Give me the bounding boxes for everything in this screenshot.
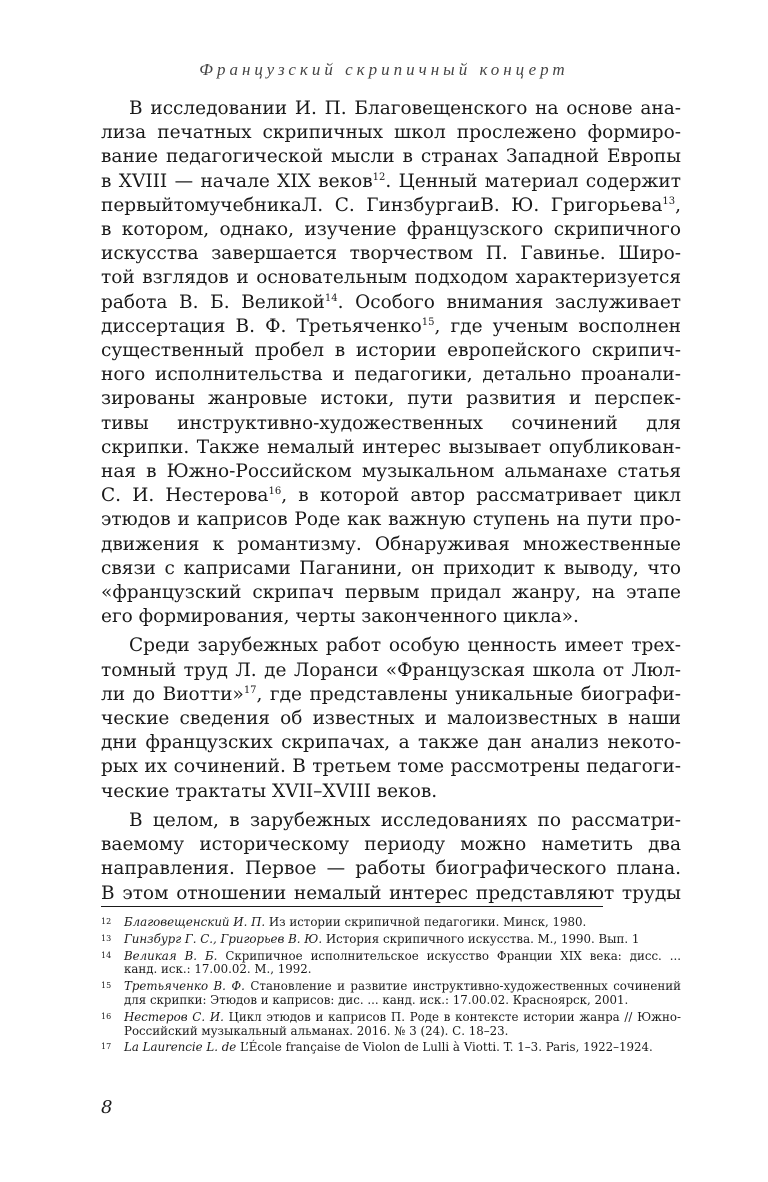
footnote bbox=[101, 1011, 681, 1039]
footnote-author: Гинзбург Г. С., Григорьев В. Ю. bbox=[124, 931, 323, 946]
text-line: зированы жанровые истоки, пути развития и перспек- bbox=[101, 388, 681, 410]
text-line: «французский скрипач первым придал жанру, на этапе bbox=[101, 582, 681, 604]
main-text bbox=[101, 97, 681, 906]
text-line: В этом отношении немалый интерес представляют труды bbox=[101, 882, 681, 904]
text-line: первыйтомучебникаЛ. С. ГинзбургаиВ. Ю. Григорьева$^{13}$, bbox=[101, 194, 681, 216]
text-line: ли до Виотти»$^{17}$, где представлены уникальные биографи- bbox=[101, 683, 681, 705]
footnote-text: для скрипки: Этюдов и каприсов: дис. ... канд. иск.: 17.00.02. Красноярск, 2001. bbox=[124, 992, 629, 1007]
footnote-number: 15 bbox=[101, 981, 112, 991]
footnote-author: La Laurencie L. de bbox=[124, 1040, 237, 1055]
footnote bbox=[101, 980, 681, 1008]
text-line: ческие трактаты XVII–XVIII веков. bbox=[101, 780, 438, 802]
text-line: работа В. Б. Великой$^{14}$. Особого внимания заслуживает bbox=[101, 291, 681, 313]
footnote-number: 13 bbox=[101, 933, 112, 943]
footnote-text: Из истории скрипичной педагогики. Минск, 1980. bbox=[268, 915, 587, 929]
footnote-ref[interactable]: 15 bbox=[421, 316, 435, 328]
footnote-text: канд. иск.: 17.00.02. М., 1992. bbox=[124, 962, 312, 977]
text-line: дни французских скрипачах, а также дан анализ некото- bbox=[101, 732, 681, 754]
footnote-text: Российский музыкальный альманах. 2016. № 3 (24). С. 18–23. bbox=[124, 1023, 509, 1038]
text-line: В целом, в зарубежных исследованиях по рассматри- bbox=[129, 809, 681, 831]
running-header: Французский скрипичный концерт bbox=[199, 60, 569, 79]
text-line: тивы инструктивно-художественных сочинений для bbox=[101, 412, 681, 434]
text-line: томный труд Л. де Лоранси «Французская школа от Люл- bbox=[101, 659, 681, 681]
footnote-number: 16 bbox=[101, 1011, 112, 1021]
footnote-number: 14 bbox=[101, 950, 112, 960]
footnote-ref[interactable]: 16 bbox=[268, 486, 282, 498]
text-line: той взглядов и основательным подходом характеризуется bbox=[101, 267, 681, 289]
footnote-author: Третьяченко В. Ф. bbox=[124, 979, 245, 994]
footnote-number: 12 bbox=[101, 917, 112, 926]
text-line: связи с каприсами Паганини, он приходит к выводу, что bbox=[101, 557, 681, 579]
footnote-author: Великая В. Б. bbox=[124, 948, 218, 963]
footnote bbox=[101, 933, 681, 947]
footnote-ref[interactable]: 17 bbox=[243, 684, 257, 696]
paragraph-3 bbox=[101, 809, 681, 906]
text-line: вание педагогической мысли в странах Западной Европы bbox=[101, 146, 681, 168]
text-line: В исследовании И. П. Благовещенского на основе ана- bbox=[129, 98, 681, 119]
text-line: скрипки. Также немалый интерес вызывает опубликован- bbox=[101, 436, 681, 458]
text-line: ного исполнительства и педагогики, детально проанали- bbox=[101, 364, 681, 386]
footnote-author: Благовещенский И. П. bbox=[124, 915, 266, 929]
footnote-ref[interactable]: 12 bbox=[372, 171, 386, 183]
text-line: его формирования, черты законченного цикла». bbox=[101, 606, 579, 628]
footnote bbox=[101, 1041, 681, 1055]
footnote-number: 17 bbox=[101, 1042, 112, 1052]
text-line: существенный пробел в истории европейского скрипич- bbox=[101, 340, 681, 362]
text-line: рых их сочинений. В третьем томе рассмотрены педагоги- bbox=[101, 756, 681, 778]
footnote bbox=[101, 950, 681, 978]
text-line: этюдов и каприсов Роде как важную ступень на пути про- bbox=[101, 509, 681, 531]
footnote-divider bbox=[101, 906, 603, 907]
footnote-ref[interactable]: 13 bbox=[662, 195, 676, 207]
text-line: ная в Южно-Российском музыкальном альманахе статья bbox=[101, 461, 681, 483]
footnote-text: Становление и развитие инструктивно-художественных сочинений bbox=[250, 979, 681, 994]
text-line: в котором, однако, изучение французского скрипичного bbox=[101, 219, 681, 241]
page-number: 8 bbox=[101, 1097, 113, 1118]
footnote-author: Нестеров С. И. bbox=[124, 1009, 224, 1024]
text-line: диссертация В. Ф. Третьяченко$^{15}$, где ученым восполнен bbox=[101, 315, 681, 337]
text-line: С. И. Нестерова$^{16}$, в которой автор рассматривает цикл bbox=[101, 485, 681, 507]
footnote-ref[interactable]: 14 bbox=[324, 292, 338, 304]
text-line: движения к романтизму. Обнаруживая множественные bbox=[101, 533, 681, 555]
text-line: искусства завершается творчеством П. Гавинье. Широ- bbox=[101, 243, 681, 265]
footnote bbox=[101, 916, 681, 930]
footnote-text: Скрипичное исполнительское искусство Франции XIX века: дисс. ... bbox=[225, 948, 682, 963]
text-line: в XVIII — начале XIX веков$^{12}$. Ценный материал содержит bbox=[101, 170, 681, 192]
text-line: ваемому историческому периоду можно наметить два bbox=[101, 834, 681, 856]
paragraph-2 bbox=[101, 634, 681, 803]
text-line: Среди зарубежных работ особую ценность имеет трех- bbox=[129, 635, 681, 657]
text-line: лиза печатных скрипичных школ прослежено формиро- bbox=[101, 122, 681, 144]
text-line: ческие сведения об известных и малоизвестных в наши bbox=[101, 708, 681, 730]
paragraph-1 bbox=[101, 97, 681, 629]
text-line: направления. Первое — работы биографического плана. bbox=[101, 858, 681, 880]
footnote-text: Цикл этюдов и каприсов П. Роде в контексте истории жанра // Южно- bbox=[228, 1009, 681, 1024]
footnote-text: История скрипичного искусства. М., 1990. Вып. 1 bbox=[325, 931, 640, 946]
footnote-text: L’École française de Violon de Lulli à Viotti. T. 1–3. Paris, 1922–1924. bbox=[240, 1040, 653, 1055]
footnotes bbox=[101, 916, 681, 1058]
